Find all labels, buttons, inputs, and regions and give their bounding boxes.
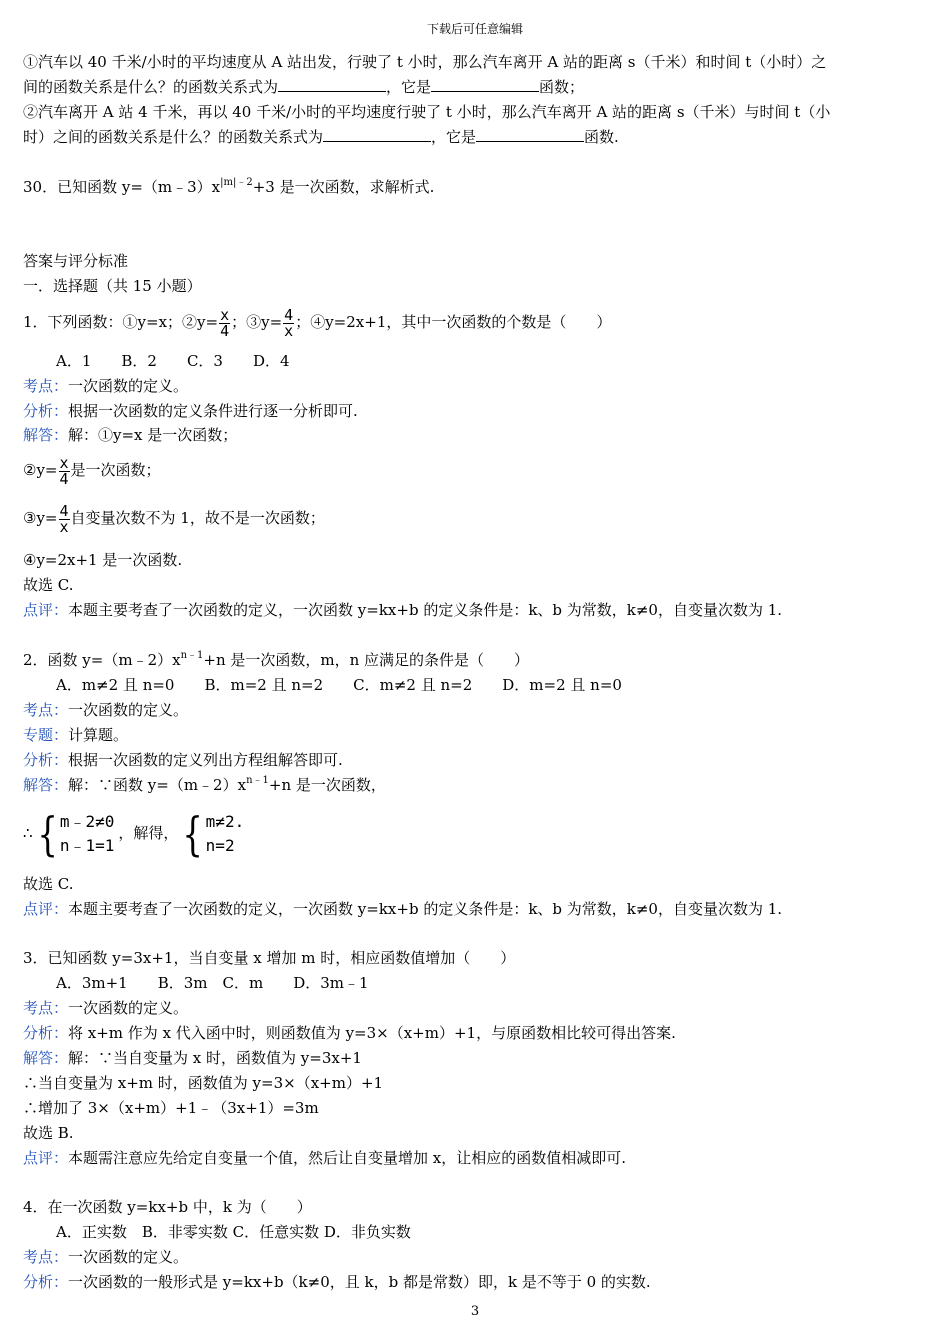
- q29-part1-line2: 间的函数关系是什么？的函数关系式为 ，它是 函数；: [23, 78, 585, 96]
- page-header: 下载后可任意编辑: [426, 22, 523, 36]
- dianping: 点评：本题主要考查了一次函数的定义，一次函数 y=kx+b 的定义条件是：k、b 为常数，k≠0，自变量次数为 1.: [23, 601, 783, 619]
- q29-part2-line2: 时）之间的函数关系是什么？的函数关系式为 ，它是 函数.: [23, 128, 619, 146]
- fenxi: 分析：将 x+m 作为 x 代入函中时，则函数值为 y=3×（x+m）+1，与原函数相比较可得出答案.: [23, 1024, 676, 1042]
- q29-part1-line1: ①汽车以 40 千米/小时的平均速度从 A 站出发，行驶了 t 小时，那么汽车离开 A 站的距离 s（千米）和时间 t（小时）之: [23, 53, 827, 71]
- options: A．1 B．2 C．3 D．4: [56, 352, 290, 370]
- solution-step: ③y= $\frac{4}{x}$ 自变量次数不为 1，故不是一次函数；: [23, 501, 325, 536]
- question-4: 4．在一次函数 y=kx+b 中，k 为（ ）: [23, 1198, 312, 1216]
- answer-blank[interactable]: [431, 77, 539, 92]
- fenxi: 分析：根据一次函数的定义列出方程组解答即可.: [23, 751, 343, 769]
- dianping: 点评：本题需注意应先给定自变量一个值，然后让自变量增加 x，让相应的函数值相减即可.: [23, 1149, 627, 1167]
- answers-title: 答案与评分标准: [23, 252, 129, 270]
- question-1: 1．下列函数：①y=x；②y= $\frac{x}{4}$ ；③y= $\frac{4}{x}$ ；④y=2x+1，其中一次函数的个数是（ ）: [23, 305, 612, 340]
- section-heading: 一．选择题（共 15 小题）: [23, 277, 202, 295]
- fraction: $\frac{4}{x}$: [284, 305, 294, 340]
- answer-blank[interactable]: [476, 127, 584, 142]
- fraction: $\frac{x}{4}$: [220, 305, 230, 340]
- kaodian: 考点：一次函数的定义。: [23, 999, 189, 1017]
- fraction: $\frac{x}{4}$: [59, 453, 69, 488]
- options: A．正实数 B．非零实数 C．任意实数 D．非负实数: [56, 1223, 411, 1241]
- kaodian: 考点：一次函数的定义。: [23, 1248, 189, 1266]
- solution-step: ④y=2x+1 是一次函数.: [23, 551, 183, 569]
- page-number: 3: [470, 1304, 480, 1319]
- question-3: 3．已知函数 y=3x+1，当自变量 x 增加 m 时，相应函数值增加（ ）: [23, 949, 516, 967]
- jieda: 解答：解：∵当自变量为 x 时，函数值为 y=3x+1: [23, 1049, 362, 1067]
- jieda: 解答：解：①y=x 是一次函数；: [23, 426, 238, 444]
- solution-step: ∴增加了 3×（x+m）+1﹣（3x+1）=3m: [23, 1099, 319, 1117]
- zhuanti: 专题：计算题。: [23, 726, 129, 744]
- choice: 故选 B.: [23, 1124, 74, 1142]
- answer-blank[interactable]: [323, 127, 431, 142]
- kaodian: 考点：一次函数的定义。: [23, 377, 189, 395]
- solution-step: ②y= $\frac{x}{4}$ 是一次函数；: [23, 453, 161, 488]
- fenxi: 分析：一次函数的一般形式是 y=kx+b（k≠0，且 k，b 都是常数）即，k 是不等于 0 的实数.: [23, 1273, 651, 1291]
- choice: 故选 C.: [23, 576, 74, 594]
- brace: {: [182, 807, 204, 861]
- answer-blank[interactable]: [278, 77, 386, 92]
- options: A．3m+1 B．3m C．m D．3m﹣1: [56, 974, 369, 992]
- solution-step: ∴当自变量为 x+m 时，函数值为 y=3×（x+m）+1: [23, 1074, 384, 1092]
- dianping: 点评：本题主要考查了一次函数的定义，一次函数 y=kx+b 的定义条件是：k、b 为常数，k≠0，自变量次数为 1.: [23, 900, 783, 918]
- equation-system: ∴{ m﹣2≠0 n﹣1=1 ，解得，{ m≠2. n=2: [23, 807, 245, 861]
- kaodian: 考点：一次函数的定义。: [23, 701, 189, 719]
- question-30: 30．已知函数 $y=(m﹣3)x^{|m|﹣2}+3$ 是一次函数，求解析式.: [23, 177, 435, 196]
- fenxi: 分析：根据一次函数的定义条件进行逐一分析即可.: [23, 402, 358, 420]
- q29-part2-line1: ②汽车离开 A 站 4 千米，再以 40 千米/小时的平均速度行驶了 t 小时，那么汽车离开 A 站的距离 s（千米）与时间 t（小: [23, 103, 831, 121]
- jieda: 解答：解：∵函数 $y=(m﹣2)x^{n﹣1}+n$ 是一次函数，: [23, 775, 386, 794]
- fraction: $\frac{4}{x}$: [59, 501, 69, 536]
- choice: 故选 C.: [23, 875, 74, 893]
- brace: {: [36, 807, 58, 861]
- options: A．m≠2 且 n=0 B．m=2 且 n=2 C．m≠2 且 n=2 D．m=2 且 n=0: [56, 676, 622, 694]
- question-2: 2．函数 $y=(m﹣2)x^{n﹣1}+n$ 是一次函数，m，n 应满足的条件是（ ）: [23, 650, 530, 669]
